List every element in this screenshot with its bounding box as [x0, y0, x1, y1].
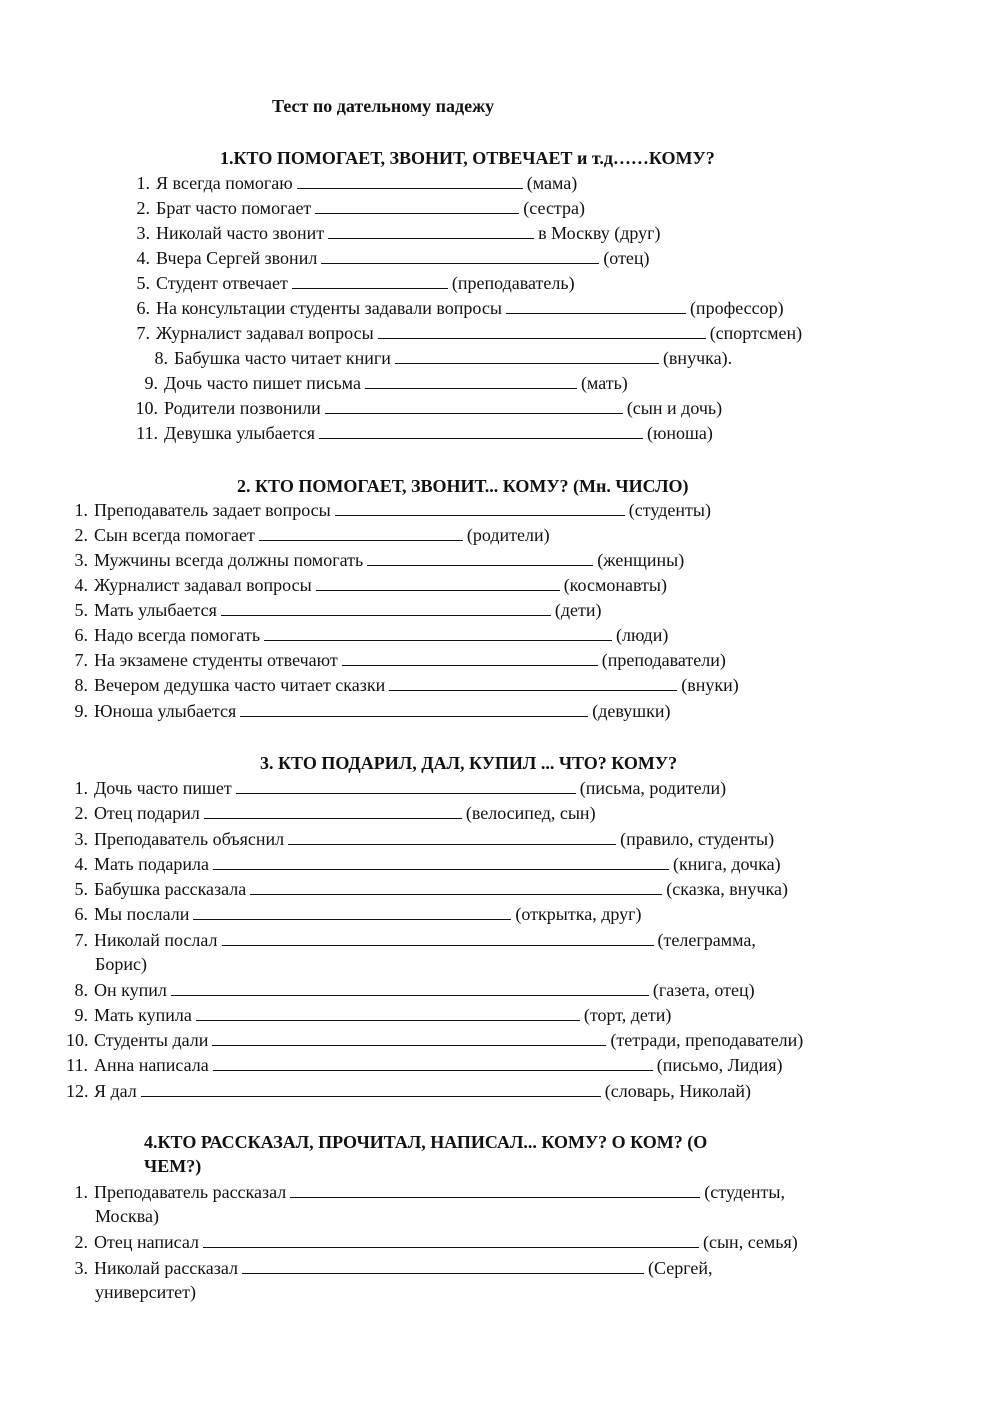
answer-blank[interactable]	[319, 423, 643, 439]
item-hint: (письма, родители)	[579, 778, 727, 798]
item-prompt: Надо всегда помогать	[94, 625, 261, 645]
item-number: 10.	[66, 1030, 89, 1050]
item-prompt: Анна написала	[94, 1055, 209, 1075]
section-4-heading: 4.КТО РАССКАЗАЛ, ПРОЧИТАЛ, НАПИСАЛ... КОМУ? О КОМ? (О	[144, 1132, 708, 1152]
item-number: 6.	[136, 298, 150, 318]
exercise-item	[66, 1054, 783, 1076]
item-prompt: Отец подарил	[94, 803, 200, 823]
item-hint: (девушки)	[592, 701, 671, 721]
answer-blank[interactable]	[367, 550, 593, 566]
item-prompt: Журналист задавал вопросы	[156, 323, 374, 343]
answer-blank[interactable]	[378, 323, 706, 339]
answer-blank[interactable]	[193, 904, 511, 920]
item-hint: (преподаватели)	[601, 650, 726, 670]
item-number: 1.	[74, 1182, 88, 1202]
exercise-item	[66, 700, 671, 722]
item-prompt: Преподаватель рассказал	[94, 1182, 287, 1202]
item-prompt: Николай часто звонит	[156, 223, 325, 243]
answer-blank[interactable]	[288, 829, 616, 845]
item-number: 12.	[66, 1081, 89, 1101]
exercise-item	[118, 197, 585, 219]
item-hint: (телеграмма,	[657, 930, 756, 950]
item-hint: (Сергей,	[648, 1258, 713, 1278]
exercise-item	[66, 1004, 671, 1026]
exercise-item	[118, 347, 732, 369]
item-number: 5.	[136, 273, 150, 293]
item-number: 7.	[74, 930, 88, 950]
item-hint: (сестра)	[523, 198, 585, 218]
item-prompt: Студенты дали	[94, 1030, 209, 1050]
answer-blank[interactable]	[259, 525, 463, 541]
exercise-item	[118, 322, 802, 344]
item-number: 8.	[74, 980, 88, 1000]
answer-blank[interactable]	[315, 198, 519, 214]
item-hint: (газета, отец)	[652, 980, 755, 1000]
item-number: 9.	[144, 373, 158, 393]
section-3-heading: 3. КТО ПОДАРИЛ, ДАЛ, КУПИЛ ... ЧТО? КОМУ?	[260, 753, 678, 773]
answer-blank[interactable]	[395, 348, 659, 364]
exercise-item	[66, 802, 596, 824]
item-hint: (сказка, внучка)	[666, 879, 788, 899]
exercise-item	[66, 1257, 712, 1279]
item-prompt: Студент отвечает	[156, 273, 288, 293]
item-number: 6.	[74, 625, 88, 645]
answer-blank[interactable]	[240, 701, 588, 717]
answer-blank[interactable]	[389, 675, 677, 691]
item-number: 2.	[74, 525, 88, 545]
answer-blank[interactable]	[316, 575, 560, 591]
exercise-item	[66, 1080, 751, 1102]
item-hint: (космонавты)	[563, 575, 667, 595]
item-prompt: На экзамене студенты отвечают	[94, 650, 338, 670]
item-number: 3.	[74, 1258, 88, 1278]
item-number: 2.	[74, 803, 88, 823]
item-number: 1.	[136, 173, 150, 193]
item-number: 5.	[74, 600, 88, 620]
item-hint: (дети)	[554, 600, 602, 620]
item-prompt: Сын всегда помогает	[94, 525, 255, 545]
answer-blank[interactable]	[325, 398, 623, 414]
answer-blank[interactable]	[171, 980, 649, 996]
exercise-item	[66, 1029, 803, 1051]
item-hint: (юноша)	[646, 423, 713, 443]
section-1-heading: 1.КТО ПОМОГАЕТ, ЗВОНИТ, ОТВЕЧАЕТ и т.д……КОМУ?	[220, 148, 715, 168]
answer-blank[interactable]	[321, 248, 599, 264]
item-number: 3.	[74, 829, 88, 849]
item-prompt: Вчера Сергей звонил	[156, 248, 318, 268]
exercise-item	[118, 247, 650, 269]
item-number: 4.	[74, 575, 88, 595]
item-prompt: Девушка улыбается	[164, 423, 315, 443]
answer-blank[interactable]	[290, 1182, 700, 1198]
item-number: 5.	[74, 879, 88, 899]
section-2-heading: 2. КТО ПОМОГАЕТ, ЗВОНИТ... КОМУ? (Мн. ЧИСЛО)	[237, 476, 689, 496]
item-hint: (профессор)	[689, 298, 784, 318]
exercise-item	[66, 929, 756, 951]
item-number: 1.	[74, 500, 88, 520]
exercise-item	[118, 272, 575, 294]
item-prompt: Дочь часто пишет	[94, 778, 232, 798]
answer-blank[interactable]	[213, 1055, 653, 1071]
item-prompt: Бабушка часто читает книги	[174, 348, 391, 368]
exercise-item	[66, 979, 755, 1001]
item-hint: в Москву (друг)	[538, 223, 661, 243]
item-hint-continuation: Борис)	[95, 954, 147, 974]
section-4-heading-continuation: ЧЕМ?)	[144, 1156, 202, 1176]
answer-blank[interactable]	[335, 500, 625, 516]
item-number: 11.	[66, 1055, 88, 1075]
item-prompt: Николай послал	[94, 930, 218, 950]
item-prompt: Преподаватель задает вопросы	[94, 500, 331, 520]
exercise-item	[66, 903, 642, 925]
item-hint: (внуки)	[681, 675, 739, 695]
item-prompt: Мать подарила	[94, 854, 209, 874]
item-number: 1.	[74, 778, 88, 798]
item-hint: (мама)	[526, 173, 578, 193]
item-number: 10.	[135, 398, 158, 418]
item-hint-continuation: университет)	[95, 1282, 196, 1302]
answer-blank[interactable]	[196, 1005, 580, 1021]
item-number: 11.	[136, 423, 158, 443]
exercise-item	[66, 674, 739, 696]
answer-blank[interactable]	[365, 373, 577, 389]
item-prompt: Я всегда помогаю	[156, 173, 293, 193]
item-hint: (родители)	[466, 525, 550, 545]
item-prompt: Журналист задавал вопросы	[94, 575, 312, 595]
answer-blank[interactable]	[328, 223, 534, 239]
item-number: 8.	[154, 348, 168, 368]
exercise-item	[66, 599, 602, 621]
item-prompt: Он купил	[94, 980, 167, 1000]
item-prompt: Мать купила	[94, 1005, 192, 1025]
item-prompt: Брат часто помогает	[156, 198, 312, 218]
item-prompt: Родители позвонили	[164, 398, 321, 418]
item-prompt: На консультации студенты задавали вопросы	[156, 298, 502, 318]
item-hint: (спортсмен)	[709, 323, 803, 343]
answer-blank[interactable]	[203, 1232, 699, 1248]
exercise-item	[66, 574, 667, 596]
answer-blank[interactable]	[204, 803, 462, 819]
answer-blank[interactable]	[297, 173, 523, 189]
item-number: 4.	[74, 854, 88, 874]
item-hint: (внучка).	[662, 348, 733, 368]
item-hint: (тетради, преподаватели)	[610, 1030, 804, 1050]
item-hint: (открытка, друг)	[515, 904, 642, 924]
item-prompt: Вечером дедушка часто читает сказки	[94, 675, 386, 695]
item-hint: (мать)	[580, 373, 628, 393]
item-number: 2.	[136, 198, 150, 218]
item-hint: (преподаватель)	[451, 273, 575, 293]
item-hint: (люди)	[616, 625, 669, 645]
exercise-item	[66, 624, 668, 646]
answer-blank[interactable]	[213, 854, 669, 870]
item-prompt: Мужчины всегда должны помогать	[94, 550, 364, 570]
item-hint: (студенты,	[704, 1182, 785, 1202]
item-number: 3.	[74, 550, 88, 570]
item-prompt: Бабушка рассказала	[94, 879, 247, 899]
item-number: 7.	[74, 650, 88, 670]
exercise-item	[118, 422, 713, 444]
exercise-item	[118, 297, 784, 319]
exercise-item	[66, 524, 550, 546]
item-hint: (студенты)	[628, 500, 711, 520]
item-prompt: Дочь часто пишет письма	[164, 373, 361, 393]
exercise-item	[118, 372, 628, 394]
item-prompt: Николай рассказал	[94, 1258, 238, 1278]
answer-blank[interactable]	[141, 1081, 601, 1097]
item-hint: (книга, дочка)	[672, 854, 781, 874]
exercise-item	[66, 1231, 798, 1253]
answer-blank[interactable]	[242, 1258, 644, 1274]
answer-blank[interactable]	[264, 625, 612, 641]
answer-blank[interactable]	[222, 930, 654, 946]
item-hint-continuation: Москва)	[95, 1206, 159, 1226]
exercise-item	[66, 499, 711, 521]
item-hint: (письмо, Лидия)	[656, 1055, 783, 1075]
exercise-item	[66, 828, 774, 850]
item-number: 3.	[136, 223, 150, 243]
item-number: 6.	[74, 904, 88, 924]
item-number: 4.	[136, 248, 150, 268]
answer-blank[interactable]	[212, 1030, 606, 1046]
exercise-item	[66, 549, 684, 571]
item-prompt: Преподаватель объяснил	[94, 829, 285, 849]
item-hint: (сын, семья)	[702, 1232, 798, 1252]
exercise-item	[66, 853, 781, 875]
item-hint: (сын и дочь)	[626, 398, 723, 418]
answer-blank[interactable]	[506, 298, 686, 314]
item-hint: (торт, дети)	[583, 1005, 672, 1025]
answer-blank[interactable]	[236, 778, 576, 794]
item-hint: (велосипед, сын)	[465, 803, 596, 823]
item-number: 9.	[74, 1005, 88, 1025]
answer-blank[interactable]	[250, 879, 662, 895]
page-title: Тест по дательному падежу	[272, 96, 495, 116]
exercise-item	[118, 397, 722, 419]
exercise-item	[66, 1181, 785, 1203]
answer-blank[interactable]	[342, 650, 598, 666]
exercise-item	[66, 649, 726, 671]
exercise-item	[118, 222, 661, 244]
item-hint: (женщины)	[597, 550, 685, 570]
exercise-item	[118, 172, 577, 194]
item-number: 2.	[74, 1232, 88, 1252]
item-prompt: Юноша улыбается	[94, 701, 237, 721]
item-number: 9.	[74, 701, 88, 721]
exercise-item	[66, 878, 788, 900]
item-prompt: Я дал	[94, 1081, 137, 1101]
item-hint: (отец)	[603, 248, 650, 268]
item-hint: (правило, студенты)	[620, 829, 775, 849]
exercise-item	[66, 777, 726, 799]
item-prompt: Мать улыбается	[94, 600, 217, 620]
item-number: 7.	[136, 323, 150, 343]
item-prompt: Отец написал	[94, 1232, 199, 1252]
item-number: 8.	[74, 675, 88, 695]
answer-blank[interactable]	[292, 273, 448, 289]
answer-blank[interactable]	[221, 600, 551, 616]
item-prompt: Мы послали	[94, 904, 190, 924]
item-hint: (словарь, Николай)	[604, 1081, 752, 1101]
